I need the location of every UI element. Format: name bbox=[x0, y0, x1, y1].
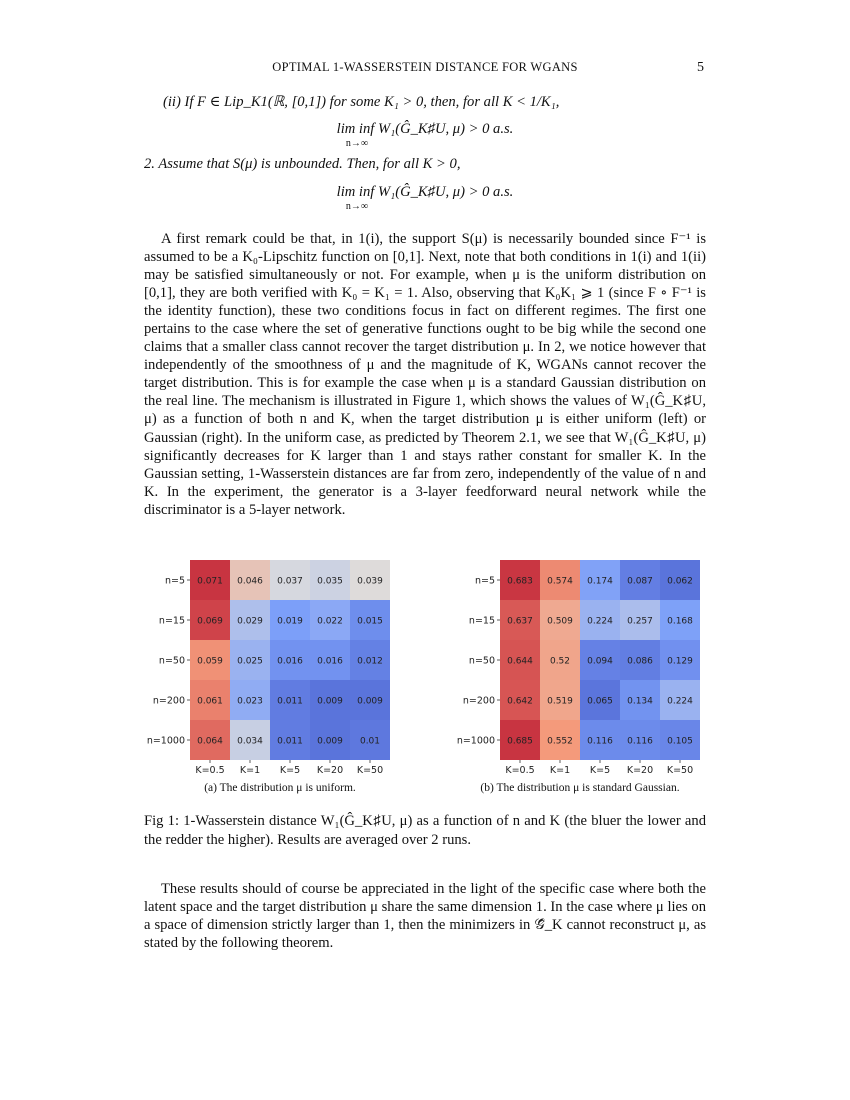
row-tick-label: n=5 bbox=[474, 575, 495, 587]
row-tick-label: n=50 bbox=[468, 655, 495, 667]
heatmap-value-label: 0.025 bbox=[237, 656, 263, 667]
running-header: OPTIMAL 1-WASSERSTEIN DISTANCE FOR WGANS bbox=[272, 60, 578, 74]
col-tick-label: K=20 bbox=[316, 765, 344, 776]
heatmap-value-label: 0.009 bbox=[317, 696, 343, 707]
row-tick-label: n=1000 bbox=[146, 735, 185, 747]
heatmap-value-label: 0.509 bbox=[547, 616, 573, 627]
heatmap-value-label: 0.685 bbox=[507, 736, 533, 747]
heatmap-value-label: 0.552 bbox=[547, 736, 573, 747]
heatmap-value-label: 0.016 bbox=[277, 656, 303, 667]
heatmap-value-label: 0.065 bbox=[587, 696, 613, 707]
col-tick-label: K=0.5 bbox=[195, 765, 225, 776]
row-tick-label: n=1000 bbox=[456, 735, 495, 747]
heatmap-value-label: 0.086 bbox=[627, 656, 653, 667]
heatmap-value-label: 0.034 bbox=[237, 736, 263, 747]
heatmap-value-label: 0.009 bbox=[317, 736, 343, 747]
col-tick-label: K=50 bbox=[666, 765, 694, 776]
heatmap-value-label: 0.224 bbox=[587, 616, 613, 627]
heatmap-value-label: 0.029 bbox=[237, 616, 263, 627]
heatmap-value-label: 0.015 bbox=[357, 616, 383, 627]
paragraph-1 bbox=[144, 230, 706, 519]
heatmap-value-label: 0.116 bbox=[587, 736, 613, 747]
heatmap-value-label: 0.224 bbox=[667, 696, 693, 707]
heatmap-value-label: 0.062 bbox=[667, 576, 693, 587]
equation-1: lim inf W₁(Ĝ_K♯U, μ) > 0 a.s. bbox=[336, 121, 514, 137]
item-2: 2. Assume that S(μ) is unbounded. Then, for all K > 0, bbox=[144, 156, 461, 172]
col-tick-label: K=0.5 bbox=[505, 765, 535, 776]
col-tick-label: K=5 bbox=[589, 765, 611, 776]
heatmap-value-label: 0.574 bbox=[547, 576, 573, 587]
heatmap-value-label: 0.087 bbox=[627, 576, 653, 587]
heatmap-value-label: 0.174 bbox=[587, 576, 613, 587]
row-tick-label: n=50 bbox=[158, 655, 185, 667]
col-tick-label: K=1 bbox=[239, 765, 261, 776]
heatmap-value-label: 0.134 bbox=[627, 696, 653, 707]
heatmap-value-label: 0.011 bbox=[277, 696, 303, 707]
heatmap-value-label: 0.01 bbox=[359, 736, 381, 747]
equation-1-limit: n→∞ bbox=[345, 138, 369, 149]
heatmap-value-label: 0.037 bbox=[277, 576, 303, 587]
heatmap-value-label: 0.094 bbox=[587, 656, 613, 667]
equation-2: lim inf W₁(Ĝ_K♯U, μ) > 0 a.s. bbox=[336, 184, 514, 200]
item-ii: (ii) If F ∈ Lip_K1(ℝ, [0,1]) for some K₁ > 0, then, for all K < 1/K₁, bbox=[163, 94, 560, 110]
heatmap-value-label: 0.039 bbox=[357, 576, 383, 587]
heatmap-value-label: 0.023 bbox=[237, 696, 263, 707]
heatmap-value-label: 0.071 bbox=[197, 576, 223, 587]
heatmap-value-label: 0.035 bbox=[317, 576, 343, 587]
heatmap-value-label: 0.009 bbox=[357, 696, 383, 707]
heatmap-value-label: 0.129 bbox=[667, 656, 693, 667]
row-tick-label: n=15 bbox=[158, 615, 185, 627]
heatmap-value-label: 0.519 bbox=[547, 696, 573, 707]
col-tick-label: K=1 bbox=[549, 765, 571, 776]
heatmap-value-label: 0.168 bbox=[667, 616, 693, 627]
figure-caption: Fig 1: 1-Wasserstein distance W₁(Ĝ_K♯U, μ) as a function of n and K (the bluer the lower and the redder the higher). Results are averaged over 2 runs. bbox=[144, 813, 706, 848]
heatmap-value-label: 0.257 bbox=[627, 616, 653, 627]
heatmap-value-label: 0.683 bbox=[507, 576, 533, 587]
row-tick-label: n=5 bbox=[164, 575, 185, 587]
heatmap-value-label: 0.642 bbox=[507, 696, 533, 707]
heatmap-value-label: 0.52 bbox=[549, 656, 571, 667]
heatmap-value-label: 0.012 bbox=[357, 656, 383, 667]
heatmap-value-label: 0.011 bbox=[277, 736, 303, 747]
heatmap-uniform bbox=[140, 552, 410, 777]
subcaption-b: (b) The distribution μ is standard Gaussian. bbox=[480, 782, 680, 794]
paragraph-2 bbox=[144, 880, 706, 952]
heatmap-value-label: 0.061 bbox=[197, 696, 223, 707]
heatmap-value-label: 0.046 bbox=[237, 576, 263, 587]
heatmap-value-label: 0.116 bbox=[627, 736, 653, 747]
heatmap-value-label: 0.059 bbox=[197, 656, 223, 667]
heatmap-value-label: 0.019 bbox=[277, 616, 303, 627]
heatmap-value-label: 0.637 bbox=[507, 616, 533, 627]
equation-2-limit: n→∞ bbox=[345, 201, 369, 212]
row-tick-label: n=200 bbox=[152, 695, 185, 707]
col-tick-label: K=5 bbox=[279, 765, 301, 776]
paragraph-1-text: A first remark could be that, in 1(i), the support S(μ) is necessarily bounded since F⁻¹ is assumed to be a K₀-Lipschitz function on [0,1]. Next, note that both conditions in 1(i) and 1(ii) may be satisfied simultaneously or not. For example, when μ is the uniform distribution on [0,1], they are both verified with K₀ = K₁ = 1. Also, observing that K₀K₁ ⩾ 1 (since F ∘ F⁻¹ is the identity function), these two conditions focus in fact on different regimes. The first one pertains to the case where the set of generative functions ought to be big while the second one claims that a smaller class cannot recover the target distribution μ. In 2, we notice however that independently of the smoothness of μ and the magnitude of K, WGANs cannot recover the target distribution. This is for example the case when μ is a standard Gaussian distribution on the real line. The mechanism is illustrated in Figure 1, which shows the values of W₁(Ĝ_K♯U, μ) as a function of both n and K, when the target distribution μ is either uniform (left) or Gaussian (right). In the uniform case, as predicted by Theorem 2.1, we see that W₁(Ĝ_K♯U, μ) significantly decreases for K larger than 1 and stays rather constant for smaller K. In the Gaussian setting, 1-Wasserstein distances are far from zero, independently of the value of n and K. In the experiment, the generator is a 3-layer feedforward neural network while the discriminator is a 5-layer network. bbox=[144, 231, 706, 518]
paragraph-2-text: These results should of course be appreciated in the light of the specific case where both the latent space and the target distribution μ share the same dimension 1. In the case where μ lies on a space of dimension strictly larger than 1, then the minimizers in 𝒢̂_K cannot reconstruct μ, as stated by the following theorem. bbox=[144, 881, 706, 952]
heatmap-value-label: 0.016 bbox=[317, 656, 343, 667]
subcaption-a: (a) The distribution μ is uniform. bbox=[204, 782, 356, 794]
heatmap-gaussian bbox=[450, 552, 710, 777]
col-tick-label: K=20 bbox=[626, 765, 654, 776]
row-tick-label: n=200 bbox=[462, 695, 495, 707]
col-tick-label: K=50 bbox=[356, 765, 384, 776]
page-number: 5 bbox=[697, 60, 704, 75]
heatmap-value-label: 0.105 bbox=[667, 736, 693, 747]
heatmap-value-label: 0.064 bbox=[197, 736, 223, 747]
heatmap-value-label: 0.022 bbox=[317, 616, 343, 627]
row-tick-label: n=15 bbox=[468, 615, 495, 627]
heatmap-value-label: 0.069 bbox=[197, 616, 223, 627]
heatmap-value-label: 0.644 bbox=[507, 656, 533, 667]
